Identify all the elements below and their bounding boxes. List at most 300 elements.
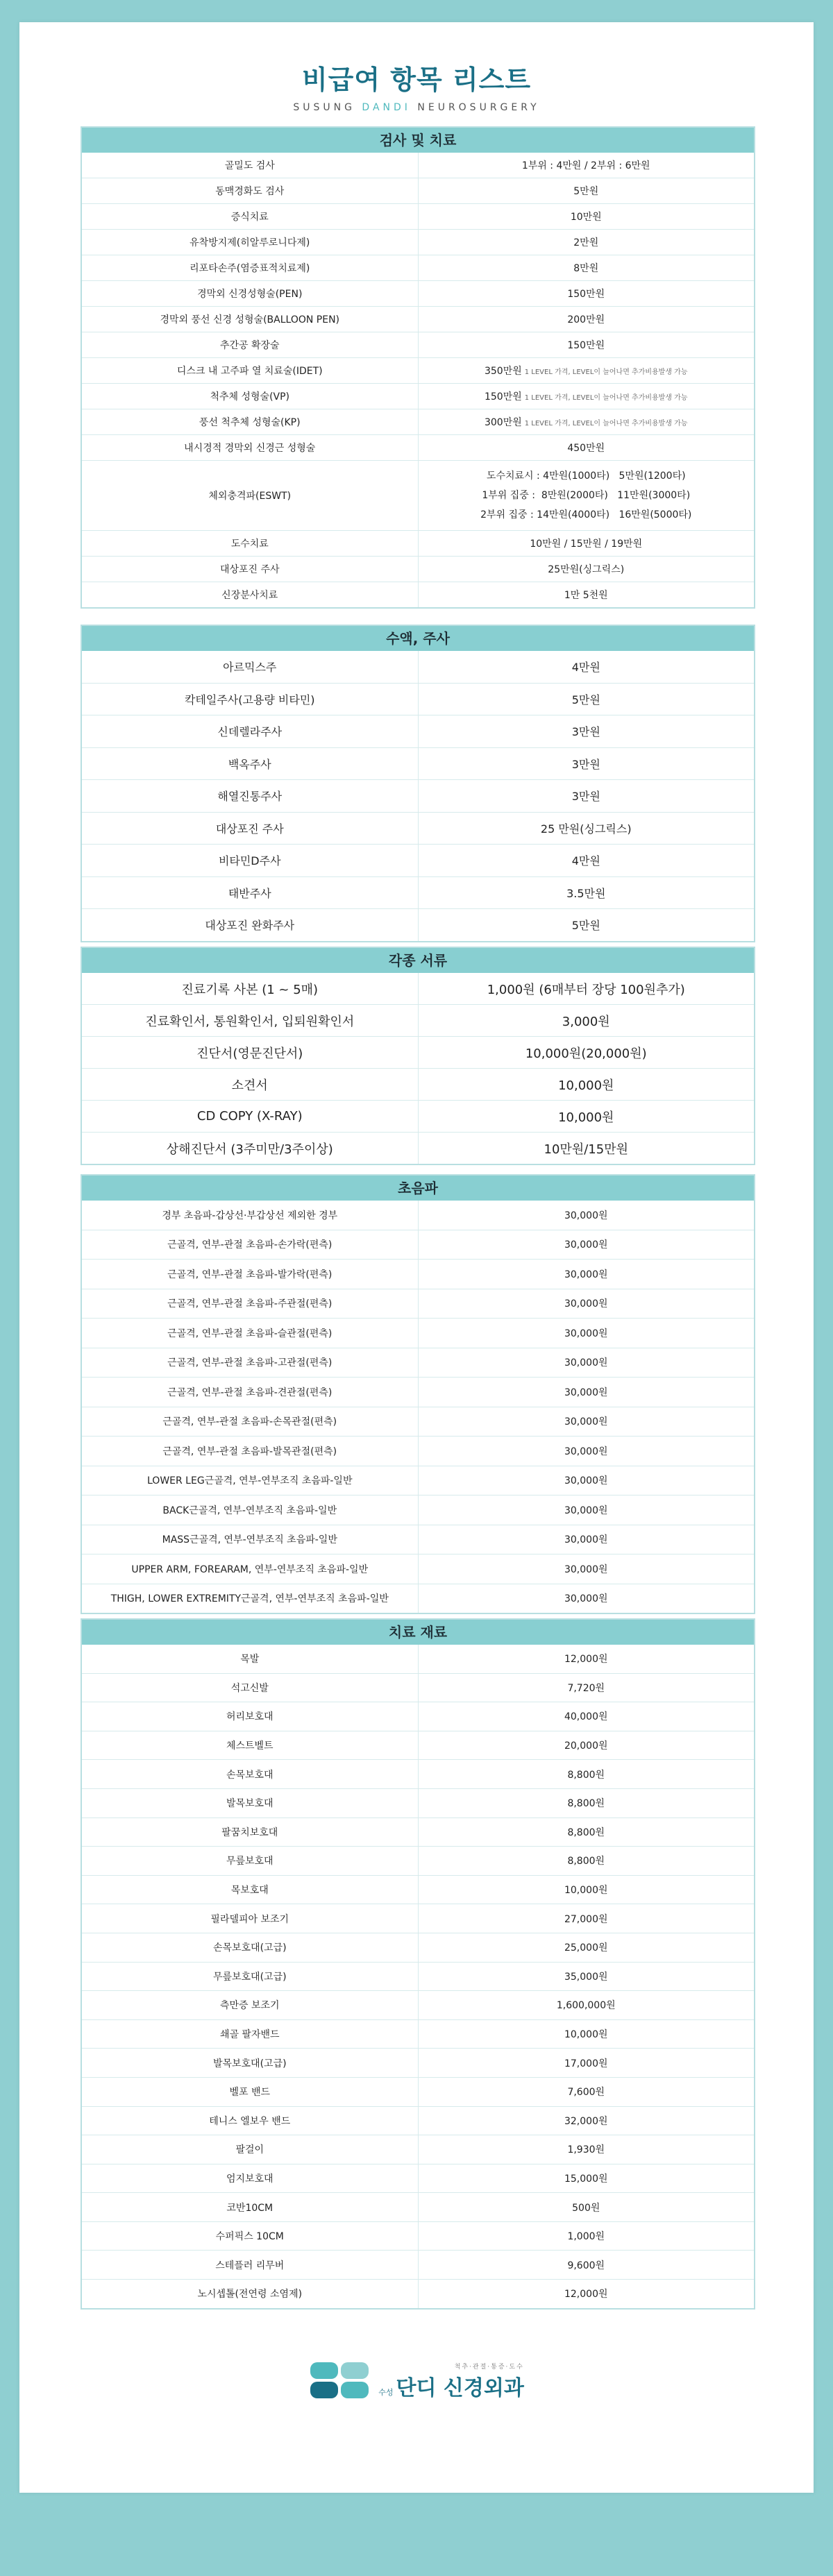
item-price-cell (419, 461, 755, 530)
item-price-cell (419, 2193, 755, 2221)
item-price-cell (419, 435, 755, 460)
item-price-cell (419, 813, 755, 845)
table-row (82, 844, 754, 876)
table-row (82, 1846, 754, 1875)
item-name: 백옥주사 (82, 748, 419, 780)
item-price: 4만원 (571, 854, 600, 868)
section-title: 각종 서류 (82, 948, 754, 973)
item-name: 대상포진 주사 (82, 813, 419, 845)
section-infusion-injection (81, 625, 755, 942)
item-price-cell (419, 1319, 755, 1348)
item-price: 9,600원 (567, 2260, 605, 2271)
item-price-cell (419, 1584, 755, 1613)
table-row (82, 2106, 754, 2135)
item-price: 30,000원 (564, 1534, 608, 1546)
item-price: 1부위 : 4만원 / 2부위 : 6만원 (521, 160, 650, 171)
item-price-cell (419, 178, 755, 203)
item-price-cell (419, 1348, 755, 1378)
item-price-cell (419, 2049, 755, 2077)
item-price-cell (419, 204, 755, 229)
section-ultrasound (81, 1174, 755, 1614)
item-price-cell (419, 1904, 755, 1933)
item-price: 450만원 (567, 443, 605, 454)
item-price-cell (419, 1201, 755, 1230)
item-price: 3만원 (571, 725, 600, 739)
item-price: 8,800원 (567, 1798, 605, 1810)
table-row (82, 876, 754, 909)
item-price-cell (419, 1069, 755, 1100)
table-row (82, 1759, 754, 1788)
subtitle-accent: DANDI (362, 102, 411, 113)
item-price-cell (419, 973, 755, 1004)
item-price: 5만원 (571, 693, 600, 706)
item-name: 상해진단서 (3주미만/3주이상) (82, 1133, 419, 1164)
section-documents (81, 947, 755, 1165)
section-table (82, 1201, 754, 1613)
item-price-cell (419, 1437, 755, 1466)
table-row (82, 255, 754, 280)
table-row (82, 2221, 754, 2251)
item-price-cell (419, 715, 755, 747)
item-price-cell (419, 1731, 755, 1760)
item-price: 30,000원 (564, 1505, 608, 1516)
table-row (82, 973, 754, 1004)
clinic-location: 수성 (378, 2387, 394, 2397)
item-price-cell (419, 384, 755, 409)
item-name: 체외충격파(ESWT) (82, 461, 419, 530)
item-price: 3만원 (571, 757, 600, 771)
item-name: 목보호대 (82, 1876, 419, 1904)
item-name: 체스트벨트 (82, 1731, 419, 1760)
price-list-card (19, 22, 814, 2493)
table-row (82, 556, 754, 582)
item-price-cell (419, 1702, 755, 1731)
item-name: 쇄골 팔자밴드 (82, 2020, 419, 2049)
item-price: 150만원 (567, 289, 605, 300)
item-price: 12,000원 (564, 2289, 608, 2300)
item-name: 근골격, 연부-관절 초음파-견관절(편측) (82, 1378, 419, 1407)
table-row (82, 1466, 754, 1495)
item-price: 30,000원 (564, 1446, 608, 1457)
table-row (82, 2019, 754, 2049)
item-price: 1,600,000원 (556, 2000, 616, 2012)
table-row (82, 1702, 754, 1731)
table-row (82, 812, 754, 845)
item-price: 30,000원 (564, 1475, 608, 1487)
section-table (82, 651, 754, 941)
item-price: 10만원 (570, 212, 602, 223)
table-row (82, 1068, 754, 1100)
item-price: 17,000원 (564, 2058, 608, 2069)
section-title: 초음파 (82, 1176, 754, 1201)
item-name: 근골격, 연부-관절 초음파-고관절(편측) (82, 1348, 419, 1378)
item-name: 척추체 성형술(VP) (82, 384, 419, 409)
item-price-cell (419, 1466, 755, 1495)
item-price-cell (419, 651, 755, 683)
item-price: 25만원(싱그릭스) (548, 564, 625, 575)
item-price-cell (419, 1933, 755, 1962)
item-price: 7,720원 (567, 1682, 605, 1694)
item-price-cell (419, 748, 755, 780)
clinic-logo (309, 2361, 524, 2401)
item-name: 추간공 확장술 (82, 332, 419, 357)
item-name: 신장분사치료 (82, 582, 419, 607)
item-name: 스테플러 리무버 (82, 2251, 419, 2279)
item-price: 25,000원 (564, 1942, 608, 1954)
item-price-cell (419, 1963, 755, 1991)
page-subtitle (19, 102, 814, 113)
item-price-cell (419, 1760, 755, 1788)
item-name: 리포타손주(염증표적치료제) (82, 255, 419, 280)
item-name: 골밀도 검사 (82, 153, 419, 178)
table-row (82, 1962, 754, 1991)
item-name: 내시경적 경막외 신경근 성형술 (82, 435, 419, 460)
item-price-cell (419, 409, 755, 434)
section-treatment-materials (81, 1618, 755, 2310)
table-row (82, 1788, 754, 1817)
item-price-cell (419, 531, 755, 556)
item-name: BACK근골격, 연부-연부조직 초음파-일반 (82, 1495, 419, 1525)
item-price: 4만원 (571, 661, 600, 675)
item-name: 손목보호대 (82, 1760, 419, 1788)
table-row (82, 2135, 754, 2164)
table-row (82, 229, 754, 255)
item-price-cell (419, 1133, 755, 1164)
table-row (82, 651, 754, 683)
item-price-cell (419, 358, 755, 383)
item-name: 석고신발 (82, 1674, 419, 1702)
item-price: 30,000원 (564, 1298, 608, 1310)
table-row (82, 357, 754, 383)
item-price-cell (419, 1378, 755, 1407)
bottom-band (0, 2498, 833, 2576)
item-price: 8,800원 (567, 1827, 605, 1838)
item-price: 10,000원 (558, 1110, 614, 1125)
item-name: 풍선 척추체 성형술(KP) (82, 409, 419, 434)
price-note: 1 LEVEL 가격, LEVEL이 늘어나면 추가비용발생 가능 (524, 419, 688, 427)
item-price: 10,000원 (564, 1885, 608, 1897)
item-price: 25 만원(싱그릭스) (540, 822, 632, 836)
item-price: 2만원 (573, 237, 599, 248)
item-name: 무릎보호대 (82, 1847, 419, 1875)
table-row (82, 1407, 754, 1437)
table-row (82, 908, 754, 941)
item-name: 수퍼픽스 10CM (82, 2222, 419, 2251)
item-name: 발목보호대(고급) (82, 2049, 419, 2077)
item-price: 1만 5천원 (564, 590, 608, 601)
table-row (82, 582, 754, 607)
item-price-cell (419, 2020, 755, 2049)
item-price-cell (419, 1289, 755, 1319)
item-price: 7,600원 (567, 2087, 605, 2099)
table-row (82, 1201, 754, 1230)
table-row (82, 1259, 754, 1289)
table-row (82, 1904, 754, 1933)
item-name: 유착방지제(히알루로니다제) (82, 230, 419, 255)
subtitle-post: NEUROSURGERY (410, 102, 540, 113)
item-price-cell (419, 255, 755, 280)
item-price: 5만원 (573, 186, 599, 197)
item-price-cell (419, 1495, 755, 1525)
table-row (82, 280, 754, 306)
item-price-cell (419, 2107, 755, 2135)
item-price-cell (419, 845, 755, 876)
item-price: 10,000원 (558, 1078, 614, 1093)
section-table (82, 1645, 754, 2308)
item-price: 30,000원 (564, 1564, 608, 1575)
item-name: 노시셉톨(전연령 소염제) (82, 2280, 419, 2308)
table-row (82, 306, 754, 332)
footer (19, 2361, 814, 2401)
table-row (82, 2192, 754, 2221)
item-price: 15,000원 (564, 2173, 608, 2185)
section-exam-treatment (81, 126, 755, 609)
table-row (82, 1377, 754, 1407)
item-price-cell (419, 2164, 755, 2193)
table-row (82, 1230, 754, 1260)
item-price-cell (419, 1876, 755, 1904)
eswt-price-line: 1부위 집중 : 8만원(2000타) 11만원(3000타) (482, 490, 691, 501)
item-price-cell (419, 1847, 755, 1875)
item-name: 근골격, 연부-관절 초음파-주관절(편측) (82, 1289, 419, 1319)
item-price: 3,000원 (562, 1014, 610, 1029)
item-price-cell (419, 1230, 755, 1260)
item-price-cell (419, 1260, 755, 1289)
table-row (82, 178, 754, 203)
item-name: 경부 초음파-갑상선·부갑상선 제외한 경부 (82, 1201, 419, 1230)
item-price-cell (419, 1554, 755, 1584)
item-price: 10,000원(20,000원) (525, 1046, 647, 1061)
item-name: 발목보호대 (82, 1789, 419, 1817)
item-name: 목발 (82, 1645, 419, 1673)
item-price: 3만원 (571, 790, 600, 804)
table-row (82, 1436, 754, 1466)
item-name: 태반주사 (82, 877, 419, 909)
item-price-cell (419, 1525, 755, 1554)
item-name: 대상포진 주사 (82, 557, 419, 582)
item-price: 30,000원 (564, 1239, 608, 1251)
page-header (19, 58, 814, 113)
item-price: 500원 (572, 2202, 600, 2214)
table-row (82, 683, 754, 715)
item-price-cell (419, 1645, 755, 1673)
item-price: 30,000원 (564, 1269, 608, 1280)
table-row (82, 1100, 754, 1132)
table-row (82, 153, 754, 178)
table-row (82, 1817, 754, 1847)
table-row (82, 2279, 754, 2308)
item-name: 무릎보호대(고급) (82, 1963, 419, 1991)
table-row (82, 1495, 754, 1525)
item-price: 30,000원 (564, 1416, 608, 1428)
item-name: CD COPY (X-RAY) (82, 1101, 419, 1132)
item-name: 진료기록 사본 (1 ~ 5매) (82, 973, 419, 1004)
item-name: 측만증 보조기 (82, 1991, 419, 2019)
item-name: 칵테일주사(고용량 비타민) (82, 684, 419, 715)
item-price-cell (419, 684, 755, 715)
page-title: 비급여 항목 리스트 (301, 65, 532, 95)
item-name: 진료확인서, 통원확인서, 입퇴원확인서 (82, 1005, 419, 1036)
item-price-cell (419, 307, 755, 332)
item-price-cell (419, 2222, 755, 2251)
item-price-cell (419, 1818, 755, 1847)
table-row (82, 2250, 754, 2279)
item-price-cell (419, 281, 755, 306)
section-title: 수액, 주사 (82, 626, 754, 651)
item-price-cell (419, 582, 755, 607)
item-price: 40,000원 (564, 1711, 608, 1723)
table-row (82, 203, 754, 229)
item-name: 근골격, 연부-관절 초음파-손가락(편측) (82, 1230, 419, 1260)
eswt-price-lines (480, 466, 691, 525)
item-price: 300만원 (484, 417, 522, 428)
item-price: 30,000원 (564, 1387, 608, 1398)
item-price: 30,000원 (564, 1357, 608, 1369)
item-name: 코반10CM (82, 2193, 419, 2221)
item-name: 디스크 내 고주파 열 치료술(IDET) (82, 358, 419, 383)
item-price: 12,000원 (564, 1654, 608, 1666)
item-name: 근골격, 연부-관절 초음파-발목관절(편측) (82, 1437, 419, 1466)
item-price: 150만원 (567, 340, 605, 351)
item-name: 비타민D주사 (82, 845, 419, 876)
item-price-cell (419, 1991, 755, 2019)
item-price-cell (419, 2251, 755, 2279)
item-price-cell (419, 1674, 755, 1702)
item-name: 근골격, 연부-관절 초음파-슬관절(편측) (82, 1319, 419, 1348)
table-row (82, 2077, 754, 2106)
item-price: 27,000원 (564, 1913, 608, 1925)
item-price-cell (419, 1407, 755, 1437)
item-price: 8만원 (573, 263, 599, 274)
item-price: 5만원 (571, 919, 600, 933)
item-name: MASS근골격, 연부-연부조직 초음파-일반 (82, 1525, 419, 1554)
table-row (82, 2164, 754, 2193)
item-price-cell (419, 877, 755, 909)
table-row (82, 383, 754, 409)
item-price-cell (419, 230, 755, 255)
item-price: 35,000원 (564, 1971, 608, 1983)
item-name: 벨포 밴드 (82, 2078, 419, 2106)
item-name: 경막외 풍선 신경 성형술(BALLOON PEN) (82, 307, 419, 332)
table-row (82, 1554, 754, 1584)
eswt-price-line: 도수치료시 : 4만원(1000타) 5만원(1200타) (486, 471, 686, 482)
item-name: 필라델피아 보조기 (82, 1904, 419, 1933)
table-row (82, 1525, 754, 1554)
item-name: 해열진통주사 (82, 780, 419, 812)
table-row (82, 1673, 754, 1702)
item-price: 10만원 / 15만원 / 19만원 (530, 539, 643, 550)
item-name: 진단서(영문진단서) (82, 1037, 419, 1068)
table-row (82, 1990, 754, 2019)
table-row (82, 1731, 754, 1760)
item-price-cell (419, 2078, 755, 2106)
item-price: 20,000원 (564, 1740, 608, 1752)
clinic-tagline: 척추·관절·통증·도수 (454, 2363, 524, 2371)
table-row (82, 1318, 754, 1348)
item-name: THIGH, LOWER EXTREMITY근골격, 연부-연부조직 초음파-일반 (82, 1584, 419, 1613)
table-row (82, 409, 754, 434)
eswt-price-line: 2부위 집중 : 14만원(4000타) 16만원(5000타) (480, 509, 692, 520)
table-row-eswt (82, 460, 754, 530)
item-name: 근골격, 연부-관절 초음파-발가락(편측) (82, 1260, 419, 1289)
table-row (82, 1584, 754, 1613)
item-price: 150만원 (484, 391, 522, 402)
item-name: 아르믹스주 (82, 651, 419, 683)
item-price: 350만원 (484, 366, 522, 377)
item-price: 30,000원 (564, 1328, 608, 1339)
item-price: 10,000원 (564, 2029, 608, 2041)
item-price: 1,930원 (567, 2144, 605, 2156)
item-price: 8,800원 (567, 1769, 605, 1781)
item-price-cell (419, 2135, 755, 2164)
item-price: 10만원/15만원 (544, 1142, 628, 1157)
table-row (82, 1132, 754, 1164)
price-note: 1 LEVEL 가격, LEVEL이 늘어나면 추가비용발생 가능 (524, 368, 688, 376)
item-name: 엄지보호대 (82, 2164, 419, 2193)
item-name: 증식치료 (82, 204, 419, 229)
item-name: 팔걸이 (82, 2135, 419, 2164)
item-price: 32,000원 (564, 2115, 608, 2127)
item-name: 허리보호대 (82, 1702, 419, 1731)
table-row (82, 1289, 754, 1319)
item-price: 200만원 (567, 314, 605, 325)
item-price-cell (419, 557, 755, 582)
item-price-cell (419, 332, 755, 357)
item-price-cell (419, 1005, 755, 1036)
section-table (82, 153, 754, 607)
item-name: 신데렐라주사 (82, 715, 419, 747)
table-row (82, 1645, 754, 1673)
table-row (82, 779, 754, 812)
item-name: 테니스 엘보우 밴드 (82, 2107, 419, 2135)
clinic-name: 단디 신경외과 (396, 2375, 524, 2400)
table-row (82, 1348, 754, 1378)
item-price: 3.5만원 (566, 886, 606, 900)
table-row (82, 1004, 754, 1036)
item-price-cell (419, 780, 755, 812)
item-name: 대상포진 완화주사 (82, 909, 419, 941)
item-price: 30,000원 (564, 1593, 608, 1605)
subtitle-pre: SUSUNG (293, 102, 362, 113)
item-name: 팔꿈치보호대 (82, 1818, 419, 1847)
item-price: 30,000원 (564, 1210, 608, 1221)
table-row (82, 530, 754, 556)
table-row (82, 332, 754, 357)
clinic-logo-text (378, 2362, 524, 2401)
item-price-cell (419, 909, 755, 941)
table-row (82, 1036, 754, 1068)
table-row (82, 747, 754, 780)
item-price: 1,000원 (6매부터 장당 100원추가) (487, 982, 685, 997)
item-name: 동맥경화도 검사 (82, 178, 419, 203)
item-price-cell (419, 2280, 755, 2308)
section-table (82, 973, 754, 1164)
item-price: 1,000원 (567, 2231, 605, 2243)
item-price-cell (419, 1101, 755, 1132)
clinic-logo-icon (309, 2361, 371, 2401)
item-price: 8,800원 (567, 1856, 605, 1867)
item-price-cell (419, 1037, 755, 1068)
table-row (82, 2048, 754, 2077)
item-name: LOWER LEG근골격, 연부-연부조직 초음파-일반 (82, 1466, 419, 1495)
item-name: 경막외 신경성형술(PEN) (82, 281, 419, 306)
table-row (82, 1875, 754, 1904)
item-name: 손목보호대(고급) (82, 1933, 419, 1962)
item-price-cell (419, 1789, 755, 1817)
item-name: 소견서 (82, 1069, 419, 1100)
item-name: 도수치료 (82, 531, 419, 556)
item-name: 근골격, 연부-관절 초음파-손목관절(편측) (82, 1407, 419, 1437)
